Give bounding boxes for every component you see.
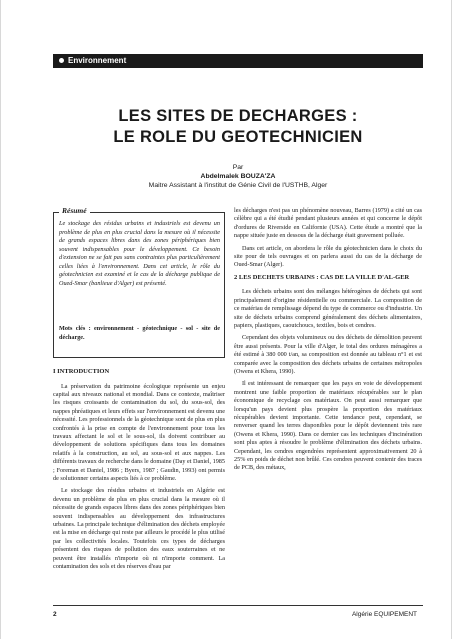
right-column bbox=[234, 207, 422, 477]
section-label: Environnement bbox=[68, 56, 127, 65]
paragraph: Il est intéressant de remarquer que les pays en voie de développement montrent une faible proportion de matériaux récupérables sur le plan économique de recyclage ces matériaux. On peut aussi remarquer que lorsqu'un pays devient plus prospère la proportion des matériaux récupérables devient importante. Cette tendance peut, cependant, se renverser quand les terres disponibles pour le dépôt deviennent très rare (Owens et Khera, 1990). Dans ce dernier cas les techniques d'incinération sont plus aptes à résoudre le problème d'élimination des déchets urbains. Cependant, les cendres engendrées représentent approximativement 20 à 25% en poids de déchet non brûlé. Ces cendres peuvent contenir des traces de PCB, des métaux, bbox=[234, 380, 422, 472]
section-heading-urban-waste: 2 LES DECHETS URBAINS : CAS DE LA VILLE D'AL-GER bbox=[234, 273, 410, 281]
bullet-icon bbox=[59, 58, 64, 63]
author-name: Abdelmalek BOUZA'ZA bbox=[200, 173, 276, 180]
paragraph: Cependant des objets volumineux ou des déchets de démolition peuvent être aussi présents. Pour la ville d'Alger, le total des ordures ménagères a été estimé à 380 000 t/an, sa composition est donnée au tableau n°1 et est comparée avec la composition des déchets urbains de certaines métropoles (Owens et Khera, 1990). bbox=[234, 334, 422, 375]
left-column bbox=[53, 366, 225, 575]
section-heading-introduction: I INTRODUCTION bbox=[53, 368, 110, 375]
byline bbox=[53, 163, 423, 190]
paragraph: La préservation du patrimoine écologique représente un enjeu capital aux niveaux national et mondial. Dans ce contexte, maîtriser les risques croissants de contamination du sol, du sous-sol, des nappes phréatiques et leurs effets sur l'environnement est devenu une nécessité. Les professionnels de la géotechnique sont de plus en plus confrontés à la prise en compte de l'environnement pour tous les travaux affectant le sol et le sous-sol, ils doivent contribuer au développement de solutions spécifiques dans tous les domaines relatifs à la construction, au sol, au sous-sol et aux nappes. Les différents travaux de recherche dans le domaine (Day et Daniel, 1985 ; Foreman et Daniel, 1986 ; Byers, 1987 ; Gaudin, 1993) ont permis de solutionner certains aspects liés à ce problème. bbox=[53, 382, 225, 482]
title-line-2: LE ROLE DU GEOTECHNICIEN bbox=[113, 128, 363, 146]
abstract-heading: Résumé bbox=[59, 206, 90, 216]
magazine-name: Algérie EQUIPEMENT bbox=[351, 611, 417, 618]
title-line-1: LES SITES DE DECHARGES : bbox=[118, 107, 358, 125]
footer-rule bbox=[53, 605, 423, 606]
author-affiliation: Maitre Assistant à l'institut de Génie Civil de l'USTHB, Alger bbox=[148, 182, 328, 189]
paragraph: Les déchets urbains sont des mélanges hétérogènes de déchets qui sont principalement d'origine résidentielle ou commerciale. La composition de ce matériau de remplissage dépend du type de commerce ou d'industrie. Un site de déchets urbains comprend généralement des déchets alimentaires, papiers, plastiques, caoutchoucs, textiles, bois et cendres. bbox=[234, 288, 422, 329]
section-header bbox=[53, 54, 423, 68]
paragraph: Le stockage des résidus urbains et industriels en Algérie est devenu un problème de plus en plus crucial dans la mesure où il nécessite de grands espaces libres dans des zones périphériques bien souvent indispensables au développement des infrastructures urbaines. La principale technique d'élimination des déchets employée est la mise en décharge qui reste par ailleurs le procédé le plus utilisé par les collectivités locales. Toutefois ces types de décharges présentent des risques de pollution des eaux souterraines et ne peuvent être installés n'importe où ni n'importe comment. La contamination des sols et des réserves d'eau par bbox=[53, 487, 225, 571]
byline-by: Par bbox=[232, 164, 244, 171]
keywords: Mots clés : environnement - géotechnique - sol - site de décharge. bbox=[59, 325, 220, 341]
abstract-text: Le stockage des résidus urbains et industriels est devenu un problème de plus en plus crucial dans la mesure où il nécessite de grands espaces libres dans des zones périphériques bien souvent indispensables pour le développement. Ce besoin d'extension ne se fait pas sans contraintes plus particulièrement celles liées à l'environnement. Dans cet article, le rôle du géotechnicien est examiné et le cas de la décharge publique de Oued-Smar (banlieue d'Alger) est présenté. bbox=[59, 220, 220, 287]
article-title bbox=[53, 106, 423, 148]
page-number: 2 bbox=[53, 611, 57, 618]
paragraph: Dans cet article, on abordera le rôle du géotechnicien dans le choix du site pour de tels ouvrages et on parlera aussi du cas de la décharge de Oued-Smar (Alger). bbox=[234, 244, 422, 269]
paragraph: les décharges n'est pas un phénomène nouveau, Barres (1979) a cité un cas célèbre qui a été étudié pendant plusieurs années et qui concerne le dépôt d'ordures de Riverside en Californie (USA). Cette étude a montré que la nappe située juste en dessous de la décharge était gravement polluée. bbox=[234, 207, 422, 240]
